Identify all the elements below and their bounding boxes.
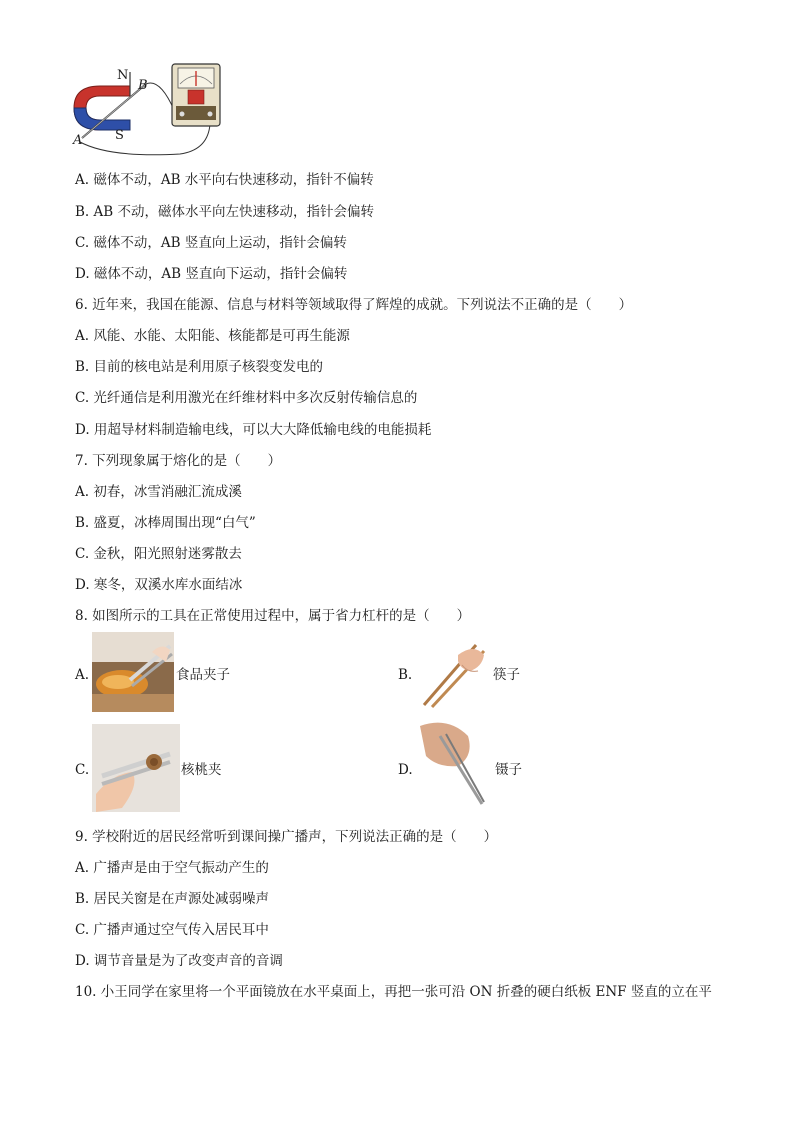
q6-option-c: C. 光纤通信是利用激光在纤维材料中多次反射传输信息的 [75, 390, 418, 406]
q5-option-b: B. AB 不动，磁体水平向左快速移动，指针会偏转 [75, 204, 374, 220]
chopsticks-image [418, 637, 490, 709]
q9-option-c: C. 广播声通过空气传入居民耳中 [75, 922, 269, 938]
label-a: A [73, 133, 83, 148]
q5-option-a: A. 磁体不动，AB 水平向右快速移动，指针不偏转 [75, 172, 374, 188]
q6-option-a: A. 风能、水能、太阳能、核能都是可再生能源 [75, 328, 350, 344]
q8-option-a-letter: A. [75, 667, 90, 683]
q7-option-d: D. 寒冬，双溪水库水面结冰 [75, 577, 243, 593]
q8-option-b-text: 筷子 [493, 667, 520, 683]
q7-stem: 7. 下列现象属于熔化的是（ ） [75, 453, 282, 469]
q8-option-d-text: 镊子 [495, 762, 522, 778]
q6-option-b: B. 目前的核电站是利用原子核裂变发电的 [75, 359, 324, 375]
food-tongs-image [92, 632, 174, 712]
magnet-galvanometer-figure [70, 58, 230, 158]
q9-option-d: D. 调节音量是为了改变声音的音调 [75, 953, 283, 969]
q7-option-b: B. 盛夏，冰棒周围出现“白气” [75, 515, 256, 531]
nutcracker-image [92, 724, 180, 812]
tweezers-image [418, 716, 490, 812]
q7-option-a: A. 初春，冰雪消融汇流成溪 [75, 484, 242, 500]
q8-option-b-letter: B. [398, 667, 413, 683]
label-b: B [138, 78, 148, 93]
q5-option-c: C. 磁体不动，AB 竖直向上运动，指针会偏转 [75, 235, 347, 251]
q6-stem: 6. 近年来，我国在能源、信息与材料等领域取得了辉煌的成就。下列说法不正确的是（ ） [75, 297, 633, 313]
q8-option-c-letter: C. [75, 762, 90, 778]
label-n: N [117, 68, 129, 83]
q10-stem: 10. 小王同学在家里将一个平面镜放在水平桌面上，再把一张可沿 ON 折叠的硬白纸板 ENF 竖直的立在平 [75, 984, 712, 1000]
q8-stem: 8. 如图所示的工具在正常使用过程中，属于省力杠杆的是（ ） [75, 608, 471, 624]
label-s: S [115, 128, 124, 143]
q5-option-d: D. 磁体不动，AB 竖直向下运动，指针会偏转 [75, 266, 348, 282]
q7-option-c: C. 金秋，阳光照射迷雾散去 [75, 546, 242, 562]
q6-option-d: D. 用超导材料制造输电线，可以大大降低输电线的电能损耗 [75, 422, 432, 438]
q9-option-b: B. 居民关窗是在声源处减弱噪声 [75, 891, 270, 907]
q9-stem: 9. 学校附近的居民经常听到课间操广播声，下列说法正确的是（ ） [75, 829, 498, 845]
q8-option-a-text: 食品夹子 [176, 667, 230, 683]
q9-option-a: A. 广播声是由于空气振动产生的 [75, 860, 269, 876]
q8-option-c-text: 核桃夹 [181, 762, 222, 778]
q8-option-d-letter: D. [398, 762, 413, 778]
